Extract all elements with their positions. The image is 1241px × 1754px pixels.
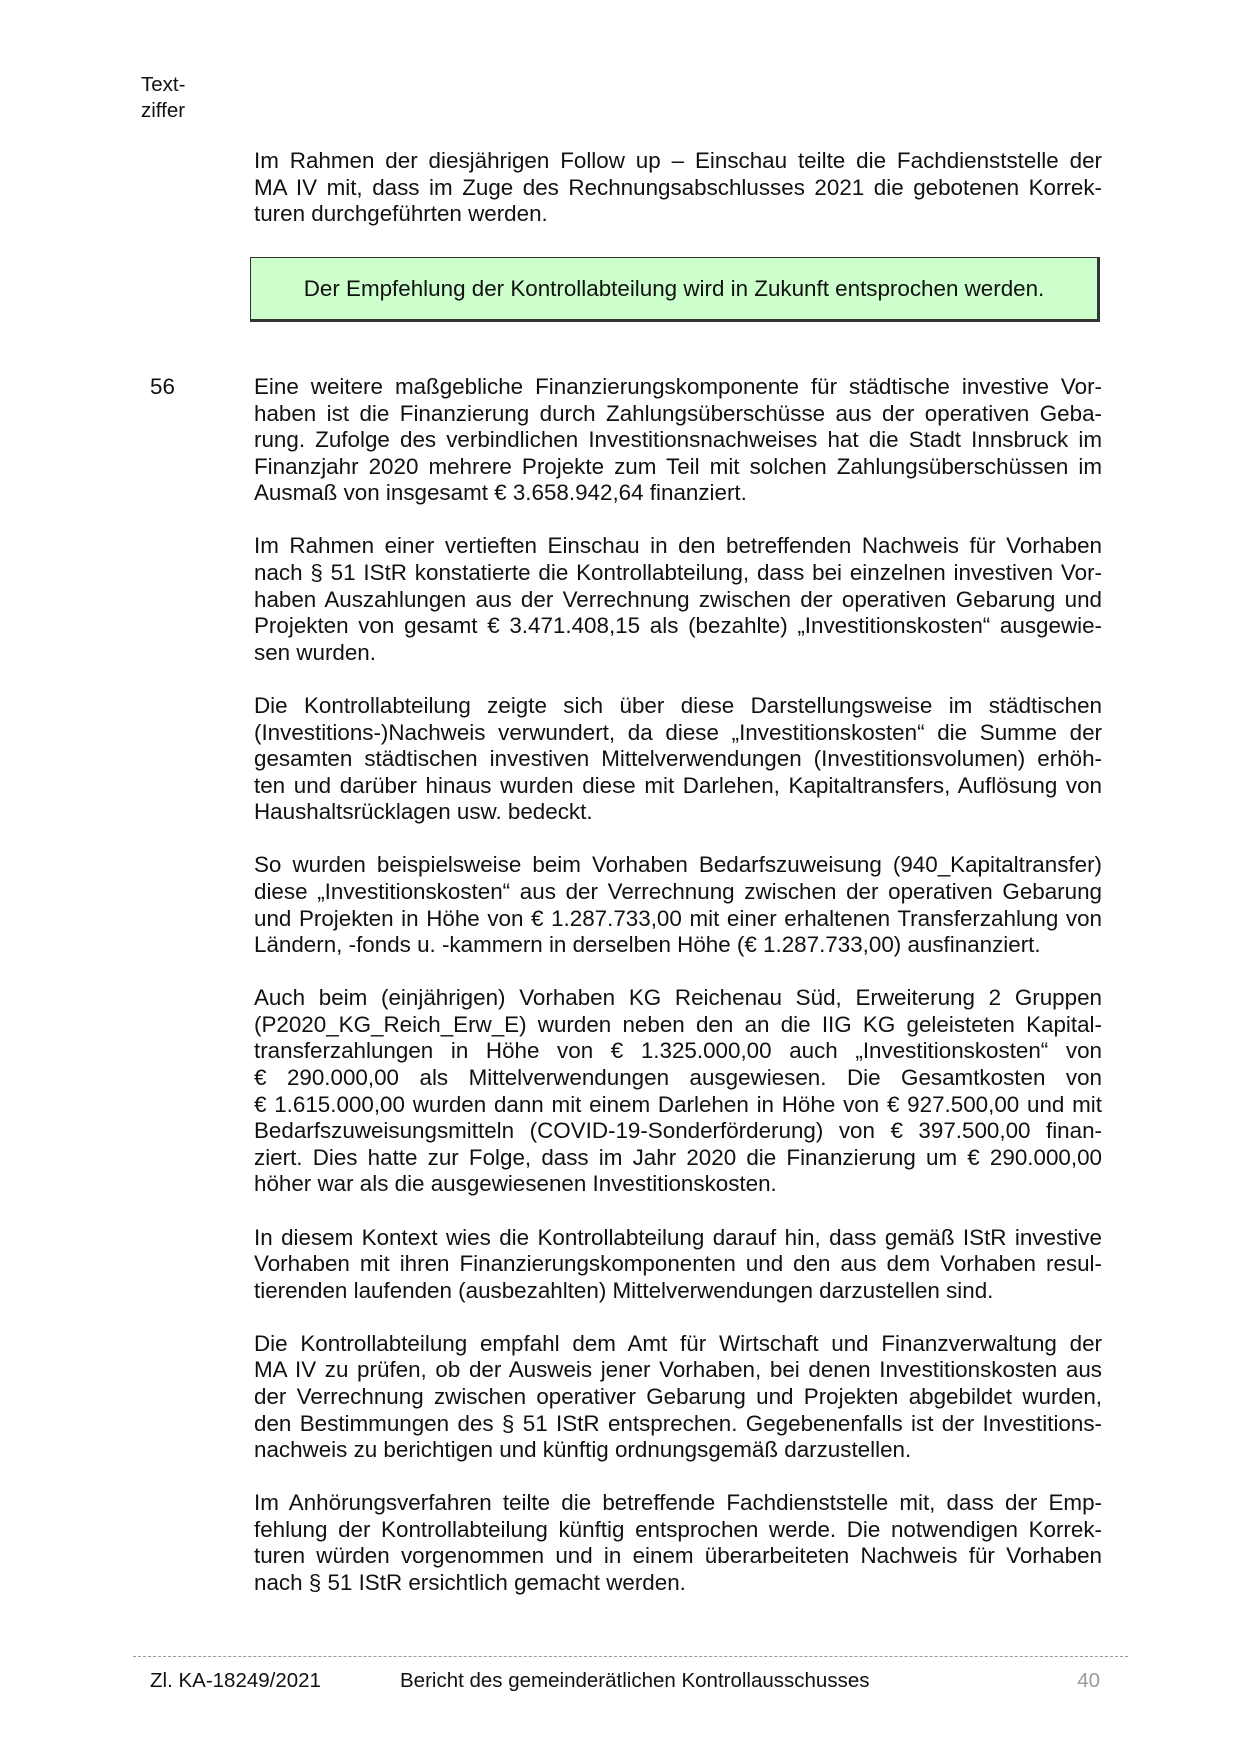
paragraph bbox=[254, 693, 1102, 826]
text-line: € 290.000,00 als Mittelverwendungen ausgewiesen. Die Gesamtkosten von bbox=[254, 1065, 1102, 1091]
text-line: den Bestimmungen des § 51 IStR entsprechen. Gegebenenfalls ist der Investitions- bbox=[254, 1410, 1102, 1436]
text-line: turen würden vorgenommen und in einem überarbeiteten Nachweis für Vorhaben bbox=[254, 1543, 1102, 1569]
text-line: transferzahlungen in Höhe von € 1.325.000,00 auch „Investitionskosten“ von bbox=[254, 1038, 1102, 1064]
margin-label-textziffer bbox=[141, 72, 185, 124]
text-line: (Investitions-)Nachweis verwundert, da diese „Investitionskosten“ die Summe der bbox=[254, 719, 1102, 745]
text-line: nach § 51 IStR konstatierte die Kontrollabteilung, dass bei einzelnen investiven Vor- bbox=[254, 560, 1102, 586]
paragraph bbox=[254, 1331, 1102, 1464]
text-line: Eine weitere maßgebliche Finanzierungskomponente für städtische investive Vor- bbox=[254, 374, 1102, 399]
text-line: Im Rahmen einer vertieften Einschau in den betreffenden Nachweis für Vorhaben bbox=[254, 533, 1102, 559]
text-line: und Projekten in Höhe von € 1.287.733,00 mit einer erhaltenen Transferzahlung von bbox=[254, 905, 1102, 931]
margin-label-line: ziffer bbox=[141, 99, 186, 122]
text-line: Die Kontrollabteilung zeigte sich über diese Darstellungsweise im städtischen bbox=[254, 692, 1102, 718]
notice-box bbox=[250, 257, 1100, 322]
notice-text: Der Empfehlung der Kontrollabteilung wird in Zukunft entsprochen werden. bbox=[303, 275, 1045, 301]
paragraph bbox=[254, 1490, 1102, 1596]
page-footer bbox=[0, 1668, 1241, 1694]
footer-reference: Zl. KA-18249/2021 bbox=[150, 1669, 321, 1692]
text-line: nachweis zu berichtigen und künftig ordnungsgemäß darzustellen. bbox=[254, 1437, 912, 1463]
margin-label-line: Text- bbox=[141, 73, 186, 96]
text-line: Im Anhörungsverfahren teilte die betreffende Fachdienststelle mit, dass der Emp- bbox=[254, 1490, 1102, 1516]
text-line: ziert. Dies hatte zur Folge, dass im Jahr 2020 die Finanzierung um € 290.000,00 bbox=[254, 1144, 1102, 1170]
text-line: turen durchgeführten werden. bbox=[254, 201, 548, 227]
text-line: der Verrechnung zwischen operativer Gebarung und Projekten abgebildet wurden, bbox=[254, 1384, 1102, 1409]
text-line: tierenden laufenden (ausbezahlten) Mittelverwendungen darzustellen sind. bbox=[254, 1277, 994, 1303]
text-line: Projekten von gesamt € 3.471.408,15 als (bezahlte) „Investitionskosten“ ausgewie- bbox=[254, 613, 1102, 639]
text-line: diese „Investitionskosten“ aus der Verrechnung zwischen der operativen Gebarung bbox=[254, 879, 1102, 904]
paragraph bbox=[254, 533, 1102, 666]
footer-title: Bericht des gemeinderätlichen Kontrollausschusses bbox=[400, 1669, 870, 1692]
text-line: In diesem Kontext wies die Kontrollabteilung darauf hin, dass gemäß IStR investive bbox=[254, 1224, 1102, 1250]
text-line: Die Kontrollabteilung empfahl dem Amt für Wirtschaft und Finanzverwaltung der bbox=[254, 1330, 1102, 1356]
text-line: Im Rahmen der diesjährigen Follow up – Einschau teilte die Fachdienststelle der bbox=[254, 148, 1102, 173]
text-line: nach § 51 IStR ersichtlich gemacht werden. bbox=[254, 1570, 686, 1596]
section-body bbox=[254, 374, 1102, 1597]
text-line: Auch beim (einjährigen) Vorhaben KG Reichenau Süd, Erweiterung 2 Gruppen bbox=[254, 985, 1102, 1011]
text-line: Bedarfszuweisungsmitteln (COVID-19-Sonderförderung) von € 397.500,00 finan- bbox=[254, 1118, 1102, 1144]
page-number: 40 bbox=[1077, 1669, 1100, 1692]
paragraph bbox=[254, 985, 1102, 1198]
text-line: MA IV zu prüfen, ob der Ausweis jener Vorhaben, bei denen Investitionskosten aus bbox=[254, 1357, 1102, 1383]
textziffer-number: 56 bbox=[150, 374, 175, 399]
paragraph bbox=[254, 374, 1102, 507]
intro-paragraph bbox=[254, 148, 1102, 228]
text-line: MA IV mit, dass im Zuge des Rechnungsabschlusses 2021 die gebotenen Korrek- bbox=[254, 174, 1102, 200]
text-line: Ausmaß von insgesamt € 3.658.942,64 finanziert. bbox=[254, 480, 747, 506]
text-line: haben Auszahlungen aus der Verrechnung zwischen der operativen Gebarung und bbox=[254, 586, 1102, 612]
text-line: ten und darüber hinaus wurden diese mit Darlehen, Kapitaltransfers, Auflösung von bbox=[254, 772, 1102, 798]
text-line: (P2020_KG_Reich_Erw_E) wurden neben den an die IIG KG geleisteten Kapital- bbox=[254, 1011, 1102, 1037]
paragraph bbox=[254, 1225, 1102, 1305]
text-line: rung. Zufolge des verbindlichen Investitionsnachweises hat die Stadt Innsbruck im bbox=[254, 427, 1102, 453]
text-line: Finanzjahr 2020 mehrere Projekte zum Teil mit solchen Zahlungsüberschüssen im bbox=[254, 453, 1102, 479]
text-line: fehlung der Kontrollabteilung künftig entsprochen werde. Die notwendigen Korrek- bbox=[254, 1516, 1102, 1542]
text-line: gesamten städtischen investiven Mittelverwendungen (Investitionsvolumen) erhöh- bbox=[254, 746, 1102, 772]
paragraph bbox=[254, 852, 1102, 958]
text-line: haben ist die Finanzierung durch Zahlungsüberschüsse aus der operativen Geba- bbox=[254, 400, 1102, 426]
text-line: So wurden beispielsweise beim Vorhaben Bedarfszuweisung (940_Kapitaltransfer) bbox=[254, 852, 1102, 878]
text-line: Haushaltsrücklagen usw. bedeckt. bbox=[254, 799, 593, 825]
text-line: € 1.615.000,00 wurden dann mit einem Darlehen in Höhe von € 927.500,00 und mit bbox=[254, 1091, 1102, 1117]
text-line: sen wurden. bbox=[254, 639, 376, 665]
text-line: Ländern, -fonds u. -kammern in derselben Höhe (€ 1.287.733,00) ausfinanziert. bbox=[254, 932, 1041, 958]
footer-divider bbox=[133, 1656, 1128, 1657]
text-line: Vorhaben mit ihren Finanzierungskomponenten und den aus dem Vorhaben resul- bbox=[254, 1251, 1102, 1277]
text-line: höher war als die ausgewiesenen Investitionskosten. bbox=[254, 1171, 777, 1197]
